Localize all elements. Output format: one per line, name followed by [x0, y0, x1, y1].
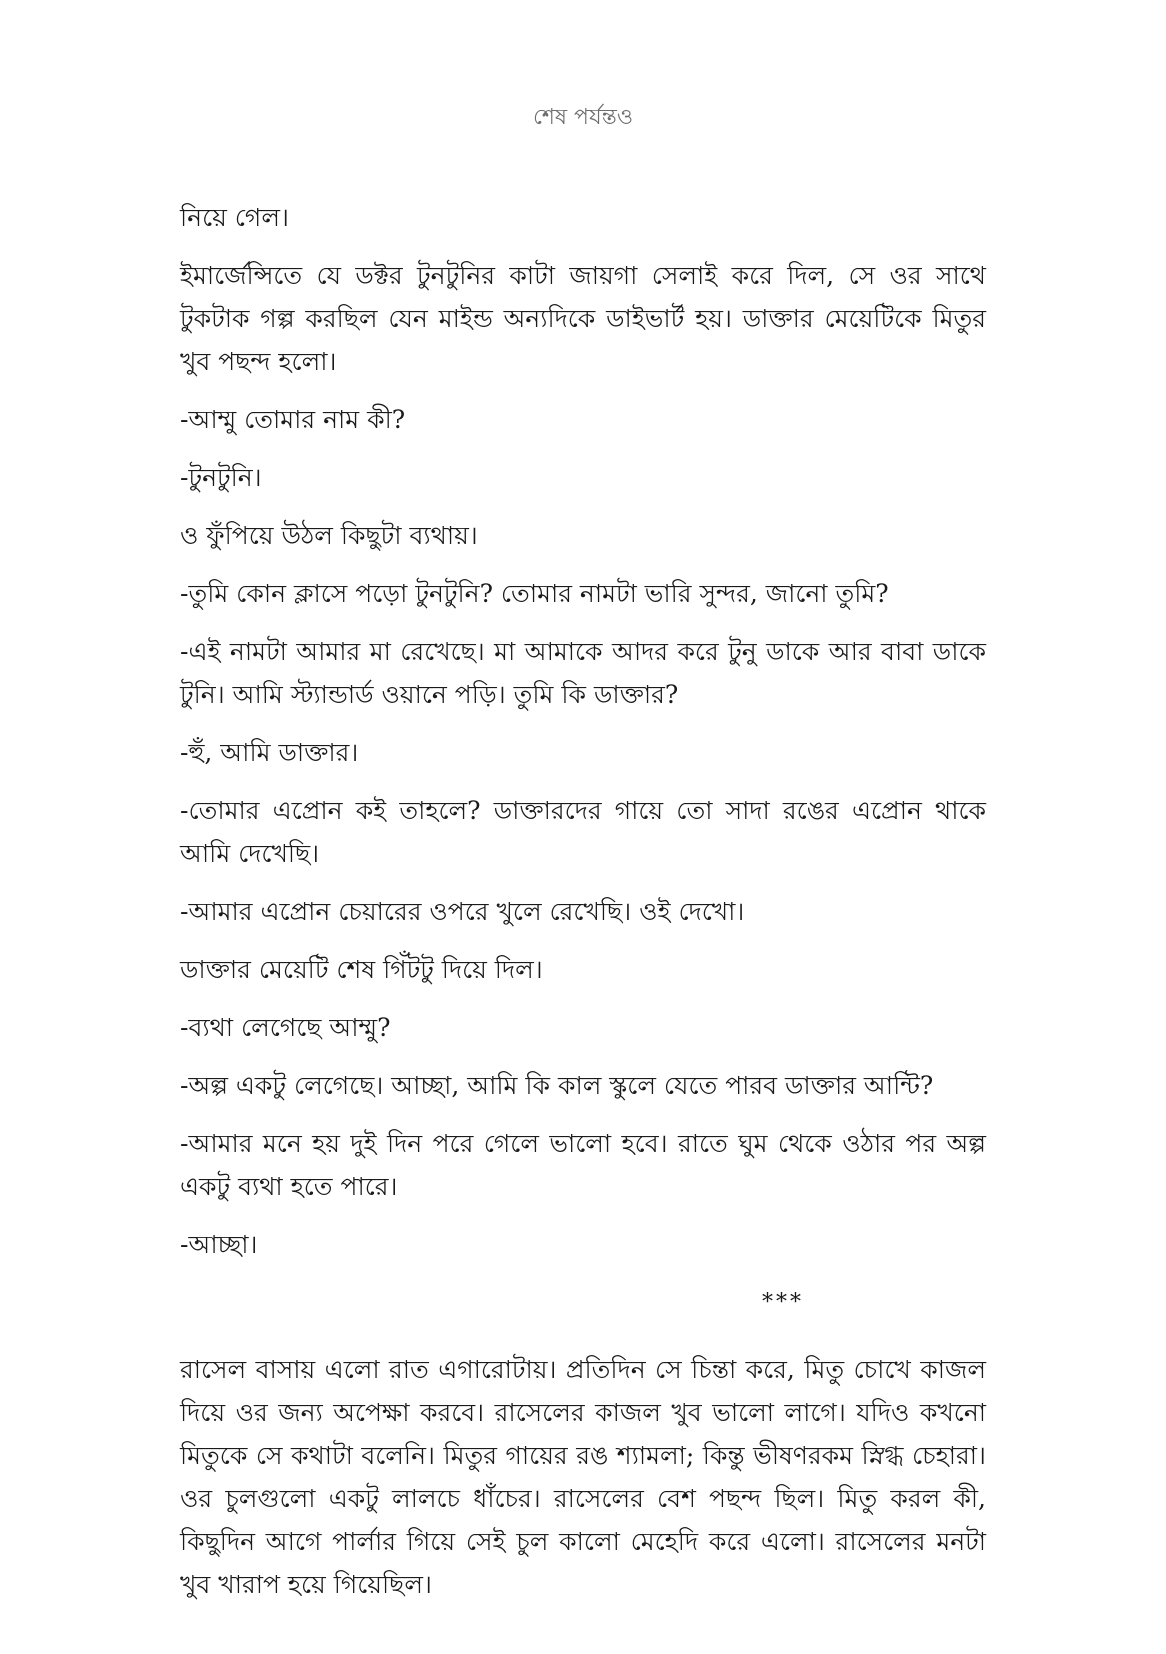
dialogue-line: -তুমি কোন ক্লাসে পড়ো টুনটুনি? তোমার নামটা ভারি সুন্দর, জানো তুমি? — [180, 579, 889, 608]
dialogue-line: -হুঁ, আমি ডাক্তার। — [180, 738, 359, 767]
dialogue-line: -তোমার এপ্রোন কই তাহলে? ডাক্তারদের গায়ে তো সাদা রঙের এপ্রোন থাকে আমি দেখেছি। — [180, 796, 986, 868]
paragraph: ও ফুঁপিয়ে উঠল কিছুটা ব্যথায়। — [180, 521, 478, 550]
dialogue-line: -আচ্ছা। — [180, 1230, 258, 1259]
dialogue-line: -অল্প একটু লেগেছে। আচ্ছা, আমি কি কাল স্কুলে যেতে পারব ডাক্তার আন্টি? — [180, 1071, 934, 1100]
dialogue-line: -এই নামটা আমার মা রেখেছে। মা আমাকে আদর করে টুনু ডাকে আর বাবা ডাকে টুনি। আমি স্ট্যান্ডার্ড ওয়ানে পড়ি। তুমি কি ডাক্তার? — [180, 637, 986, 709]
paragraph: ডাক্তার মেয়েটি শেষ গিঁটটু দিয়ে দিল। — [180, 955, 543, 984]
dialogue-line: -আমার মনে হয় দুই দিন পরে গেলে ভালো হবে। রাতে ঘুম থেকে ওঠার পর অল্প একটু ব্যথা হতে পারে। — [180, 1129, 986, 1201]
dialogue-line: -ব্যথা লেগেছে আম্মু? — [180, 1013, 391, 1042]
section-divider: *** — [762, 1290, 804, 1315]
dialogue-line: -আমার এপ্রোন চেয়ারের ওপরে খুলে রেখেছি। ওই দেখো। — [180, 897, 745, 926]
dialogue-line: -আম্মু তোমার নাম কী? — [180, 405, 406, 434]
closing-paragraph: রাসেল বাসায় এলো রাত এগারোটায়। প্রতিদিন সে চিন্তা করে, মিতু চোখে কাজল দিয়ে ওর জন্য অপেক্ষা করবে। রাসেলের কাজল খুব ভালো লাগে। যদিও কখনো মিতুকে সে কথাটা বলেনি। মিতুর গায়ের রঙ শ্যামলা; কিন্তু ভীষণরকম স্নিগ্ধ চেহারা। ওর চুলগুলো একটু লালচে ধাঁচের। রাসেলের বেশ পছন্দ ছিল। মিতু করল কী, কিছুদিন আগে পার্লার গিয়ে সেই চুল কালো মেহেদি করে এলো। রাসেলের মনটা খুব খারাপ হয়ে গিয়েছিল। — [180, 1355, 986, 1599]
paragraph: ইমার্জেন্সিতে যে ডক্টর টুনটুনির কাটা জায়গা সেলাই করে দিল, সে ওর সাথে টুকটাক গল্প করছিল যেন মাইন্ড অন্যদিকে ডাইভার্ট হয়। ডাক্তার মেয়েটিকে মিতুর খুব পছন্দ হলো। — [180, 261, 986, 376]
paragraph: নিয়ে গেল। — [180, 203, 289, 232]
page-body — [180, 196, 986, 1621]
running-header: শেষ পর্যন্তও — [532, 105, 634, 130]
dialogue-line: -টুনটুনি। — [180, 463, 262, 492]
